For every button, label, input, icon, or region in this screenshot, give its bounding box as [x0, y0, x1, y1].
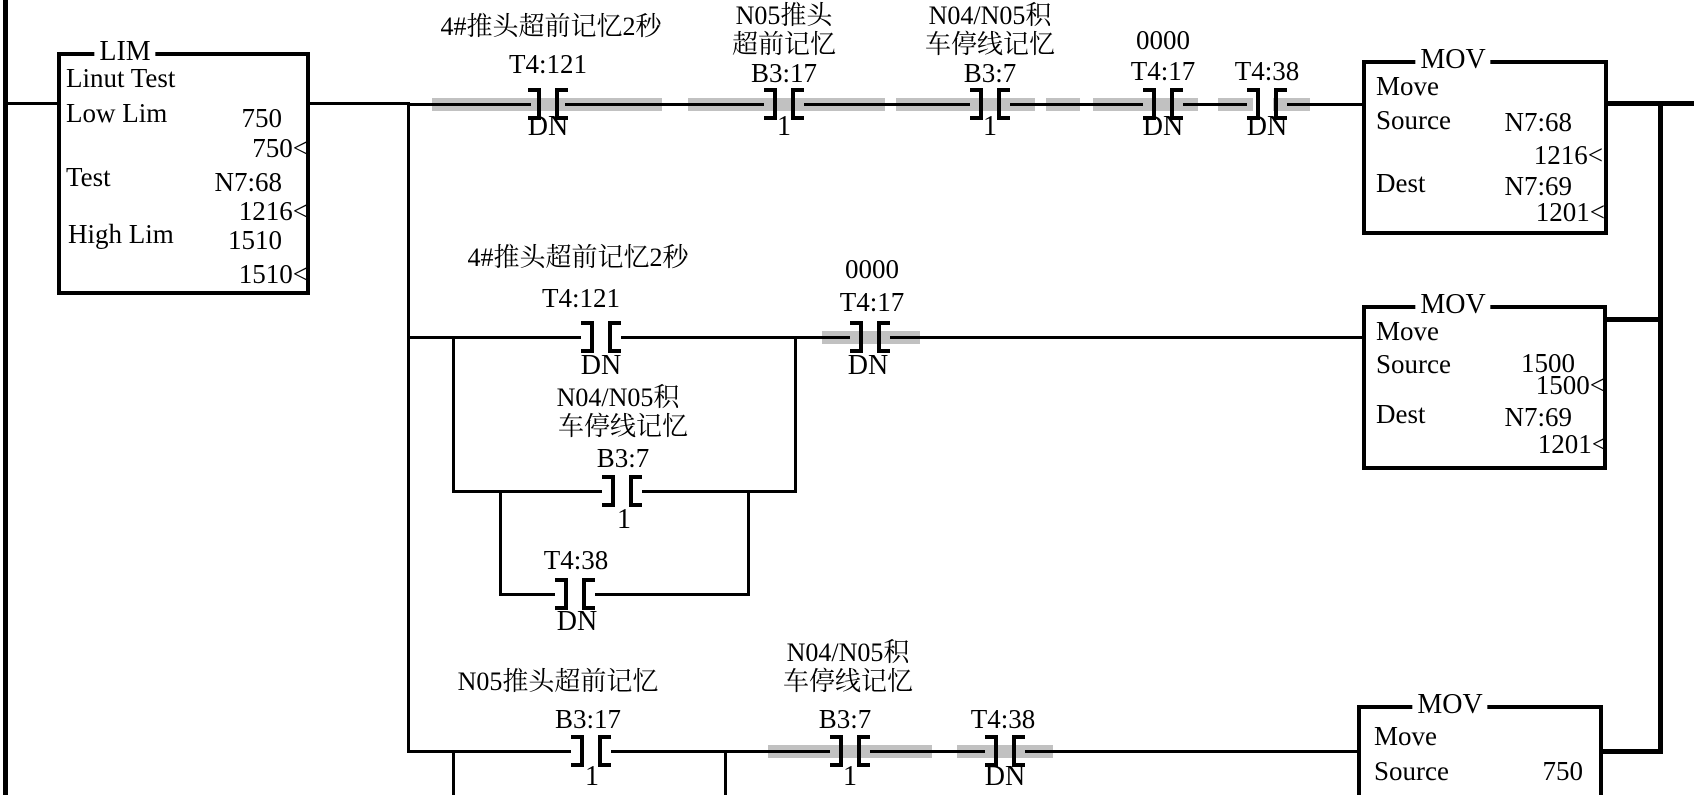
mov2-dest-current: 1201< [1537, 429, 1607, 459]
contact-bracket-right [877, 321, 890, 353]
wire [1025, 750, 1360, 753]
contact-desc: 超前记忆 [731, 30, 837, 59]
wire [804, 103, 970, 106]
contact-address: T4:38 [1234, 56, 1300, 86]
contact-desc: 0000 [845, 254, 899, 284]
mov1-title: MOV [1415, 46, 1490, 74]
contact-address: B3:17 [750, 58, 818, 88]
mov3-title: MOV [1412, 691, 1487, 719]
contact-state-bit: DN [1142, 111, 1184, 142]
wire [6, 102, 59, 105]
contact-state-bit: DN [847, 350, 889, 381]
wire [1010, 103, 1143, 106]
mov2-op-name: Move [1376, 316, 1439, 346]
lim-test-label: Test [66, 162, 111, 192]
rung2-nested-branch-left [499, 490, 502, 596]
lim-title: LIM [94, 38, 155, 66]
rung2-nested-branch-right [747, 490, 750, 596]
wire [611, 750, 830, 753]
mov2-source-current: 1500< [1535, 370, 1605, 400]
mov2-dest-label: Dest [1376, 399, 1426, 429]
contact-t4-17-rung2[interactable] [850, 321, 890, 353]
contact-desc: 车停线记忆 [924, 30, 1056, 59]
lim-op-name: Linut Test [66, 63, 176, 93]
left-power-rail [3, 0, 8, 795]
contact-address: T4:38 [543, 545, 609, 575]
contact-bracket-left [850, 321, 863, 353]
mov2-title: MOV [1415, 291, 1490, 319]
contact-state-bit: DN [556, 606, 598, 637]
contact-address: T4:121 [509, 49, 587, 79]
contact-desc: N04/N05积 [786, 638, 910, 667]
contact-desc: 0000 [1136, 25, 1190, 55]
contact-bracket-left [571, 735, 584, 767]
wire [1287, 103, 1364, 106]
contact-address: T4:121 [542, 283, 620, 313]
wire [407, 336, 581, 339]
contact-desc: 车停线记忆 [782, 667, 914, 696]
contact-state-bit: DN [984, 761, 1026, 792]
branch-vertical-main [407, 102, 410, 753]
rung3-branch-stub-right [724, 750, 727, 795]
contact-state-bit: 1 [585, 761, 599, 792]
contact-b3-7-rung2-branch[interactable] [602, 475, 642, 507]
mov1-source-label: Source [1376, 105, 1451, 135]
contact-bracket-right [997, 88, 1010, 120]
lim-low-label: Low Lim [66, 98, 168, 128]
mov2-dest-value: N7:69 [1504, 402, 1572, 432]
contact-bracket-right [857, 735, 870, 767]
wire [642, 490, 796, 493]
contact-bracket-left [764, 88, 777, 120]
contact-bracket-right [791, 88, 804, 120]
rung2-branch-right [794, 336, 797, 493]
mov2-source-value: 1500 [1521, 348, 1575, 378]
mov3-op-name: Move [1374, 721, 1437, 751]
contact-desc: 4#推头超前记忆2秒 [467, 243, 689, 272]
mov1-source-current: 1216< [1533, 140, 1603, 170]
lim-high-current: 1510< [238, 259, 308, 289]
contact-bracket-right [608, 321, 621, 353]
contact-address: T4:17 [839, 287, 905, 317]
wire [409, 103, 531, 106]
mov1-dest-label: Dest [1376, 168, 1426, 198]
contact-desc: N04/N05积 [556, 383, 680, 412]
mov1-dest-current: 1201< [1535, 197, 1605, 227]
contact-bracket-left [970, 88, 983, 120]
wire [565, 103, 764, 106]
wire [499, 593, 555, 596]
lim-low-value: 750 [241, 103, 282, 133]
contact-address: T4:38 [970, 704, 1036, 734]
wire [452, 490, 602, 493]
lim-low-current: 750< [252, 133, 308, 163]
wire [310, 102, 410, 105]
rung3-branch-stub-left [452, 750, 455, 795]
contact-t4-121-rung2[interactable] [581, 321, 621, 353]
wire [621, 336, 850, 339]
contact-desc: N04/N05积 [928, 1, 1052, 30]
contact-state-bit: 1 [617, 504, 631, 535]
contact-address: B3:7 [596, 443, 650, 473]
right-output-bus [1658, 101, 1663, 754]
contact-desc: 车停线记忆 [557, 412, 689, 441]
contact-state-bit: 1 [843, 761, 857, 792]
contact-address: B3:17 [554, 704, 622, 734]
contact-address: T4:17 [1130, 56, 1196, 86]
wire [409, 750, 571, 753]
contact-bracket-left [602, 475, 615, 507]
contact-bracket-right [629, 475, 642, 507]
contact-desc: N05推头 [735, 1, 833, 30]
mov1-op-name: Move [1376, 71, 1439, 101]
lim-test-current: 1216< [238, 196, 308, 226]
lim-high-label: High Lim [68, 219, 174, 249]
mov2-output-wire [1607, 317, 1663, 322]
contact-address: B3:7 [818, 704, 872, 734]
contact-state-bit: DN [1246, 111, 1288, 142]
wire [890, 336, 1364, 339]
mov1-output-wire [1608, 101, 1694, 106]
wire [595, 593, 750, 596]
wire [870, 750, 985, 753]
contact-bracket-right [598, 735, 611, 767]
mov2-source-label: Source [1376, 349, 1451, 379]
contact-address: B3:7 [963, 58, 1017, 88]
wire [1183, 103, 1247, 106]
mov3-source-value: 750 [1542, 756, 1583, 786]
contact-desc: N05推头超前记忆 [457, 667, 659, 696]
contact-state-bit: DN [580, 350, 622, 381]
mov1-dest-value: N7:69 [1504, 171, 1572, 201]
contact-desc: 4#推头超前记忆2秒 [440, 12, 662, 41]
rung2-branch-left [452, 336, 455, 493]
contact-state-bit: 1 [983, 111, 997, 142]
lim-high-value: 1510 [228, 225, 282, 255]
contact-state-bit: DN [527, 111, 569, 142]
contact-bracket-left [830, 735, 843, 767]
mov1-source-value: N7:68 [1504, 107, 1572, 137]
mov3-source-label: Source [1374, 756, 1449, 786]
mov3-output-wire [1603, 749, 1663, 754]
contact-bracket-left [581, 321, 594, 353]
contact-state-bit: 1 [777, 111, 791, 142]
lim-test-value: N7:68 [214, 167, 282, 197]
